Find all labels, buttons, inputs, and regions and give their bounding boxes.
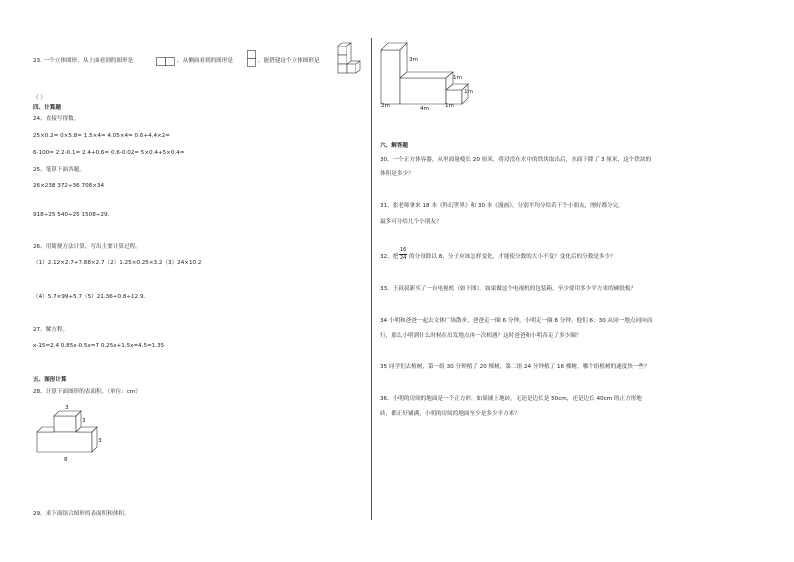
q28-dim-bottom: 8 <box>64 457 68 463</box>
fig-mid-height: 1m <box>453 75 463 81</box>
q31-line-1: 31、张老师拿来 18 本《科幻世界》和 30 本《漫画》，分别平均分给若干个小朋友，刚好都分完。 <box>380 203 624 209</box>
q34-line-2: 行，那么小明到什么时候在出发地点再一次相遇？这时爸爸和小明各走了多少圈？ <box>380 333 582 339</box>
q25-row-1: 26×238 372÷36 708×34 <box>33 183 105 189</box>
fig-bottom-left: 2m <box>381 103 391 109</box>
section-6-title: 六、解答题 <box>380 143 408 149</box>
q23-cube-stack-icon <box>337 45 361 79</box>
q23-answer-blank[interactable]: （ ） <box>33 95 46 101</box>
q26-title: 26、用简便方法计算，写出主要计算过程。 <box>33 244 141 250</box>
q24-row-1: 25×0.2= 0×5.8= 1.5×4= 4.05×4= 0.6+4.4×2= <box>33 133 170 139</box>
fig-tall-height: 3m <box>409 57 419 63</box>
q26-row-2: （4）5.7×99+5.7（5）21.36÷0.8÷12.9. <box>33 294 146 300</box>
q25-title: 25、笔算下面各题。 <box>33 167 85 173</box>
section-5-title: 五、图形计算 <box>33 377 67 383</box>
q28-dim-right-upper: 3 <box>82 418 86 424</box>
q30-line-2: 体积是多少？ <box>380 171 414 177</box>
q32-post: 的分母除以 8，分子应该怎样变化，才能使分数的大小不变？变化后的分数是多少？ <box>409 254 616 260</box>
q28-dim-top: 3 <box>65 405 69 411</box>
q32-fraction-denominator: 24 <box>400 255 407 261</box>
q29-composite-figure <box>378 40 473 108</box>
q24-row-2: 6-100= 2.2-0.1= 2.4+0.6= 0.6-0.02= 5×0.4+5×0.4= <box>33 150 185 156</box>
q26-row-1: （1）2.12×2.7+7.88×2.7（2）1.25×0.25×3.2（3）24×10.2 <box>33 260 202 266</box>
q34-line-1: 34 小明和爸爸一起去文体广场散步，爸爸走一圈 6 分钟，小明走一圈 8 分钟。他们 6：30 从同一地点同向而 <box>380 318 653 324</box>
q23-text-c: ，能搭建这个立体图形是 <box>258 58 320 64</box>
q25-row-2: 918÷25 540÷25 1508÷29. <box>33 212 110 218</box>
fig-bottom-right: 1m <box>445 103 455 109</box>
q36-line-1: 36、小明的房间的地面是一个正方形，如果铺上地砖，无论是边长是 50cm，还是边长 40cm 的正方形地 <box>380 396 642 402</box>
q23-text-a: 23. 一个立体图形，从上面看到的图形是 <box>33 58 134 64</box>
q35-line-1: 35 同学们去植树，第一组 30 分钟植了 20 棵树，第二组 24 分钟植了 16 棵树，哪个组植树的速度快一些？ <box>380 364 650 370</box>
q28-solid-figure <box>34 406 104 462</box>
q23-text-b: ，从侧面看到的图形是 <box>177 58 233 64</box>
q28-dim-right-lower: 3 <box>98 438 102 444</box>
q32-fraction-numerator: 16 <box>400 247 407 253</box>
fig-bottom-mid: 4m <box>420 106 430 112</box>
q33-line-1: 33、王叔叔新买了一台电视机（如下图）。如果做这个电视机的包装箱，至少要用多少平方米的硬纸板？ <box>380 286 637 292</box>
q29-title: 29、求下面组合图形的表面积和体积。 <box>33 511 130 517</box>
q30-line-1: 30、一个正方体容器，从里面量棱长 20 厘米，将浸没在水中的铁块取出后，水面下降了 3 厘米，这个铁块的 <box>380 157 652 163</box>
q27-row: x-15=2.4 0.85x-0.5x=7 0.25x+1.5x=4.5=1.35 <box>33 343 165 349</box>
section-4-title: 四、计算题 <box>33 105 61 111</box>
q31-line-2: 最多可分给几个小朋友？ <box>380 219 442 225</box>
fig-small-height: 1m <box>464 89 474 95</box>
q36-line-2: 砖，都正好铺满，小明的房间的地面至少是多少平方米？ <box>380 411 520 417</box>
q23-top-view-icon <box>156 57 176 66</box>
q23-side-view-icon <box>247 50 257 68</box>
q28-title: 28、计算下面图形的表面积。（单位：cm） <box>33 389 141 395</box>
q24-title: 24、直接写得数。 <box>33 116 80 122</box>
q27-title: 27、解方程。 <box>33 327 69 333</box>
q32-pre: 32、把 <box>380 254 399 260</box>
column-divider <box>371 38 372 520</box>
